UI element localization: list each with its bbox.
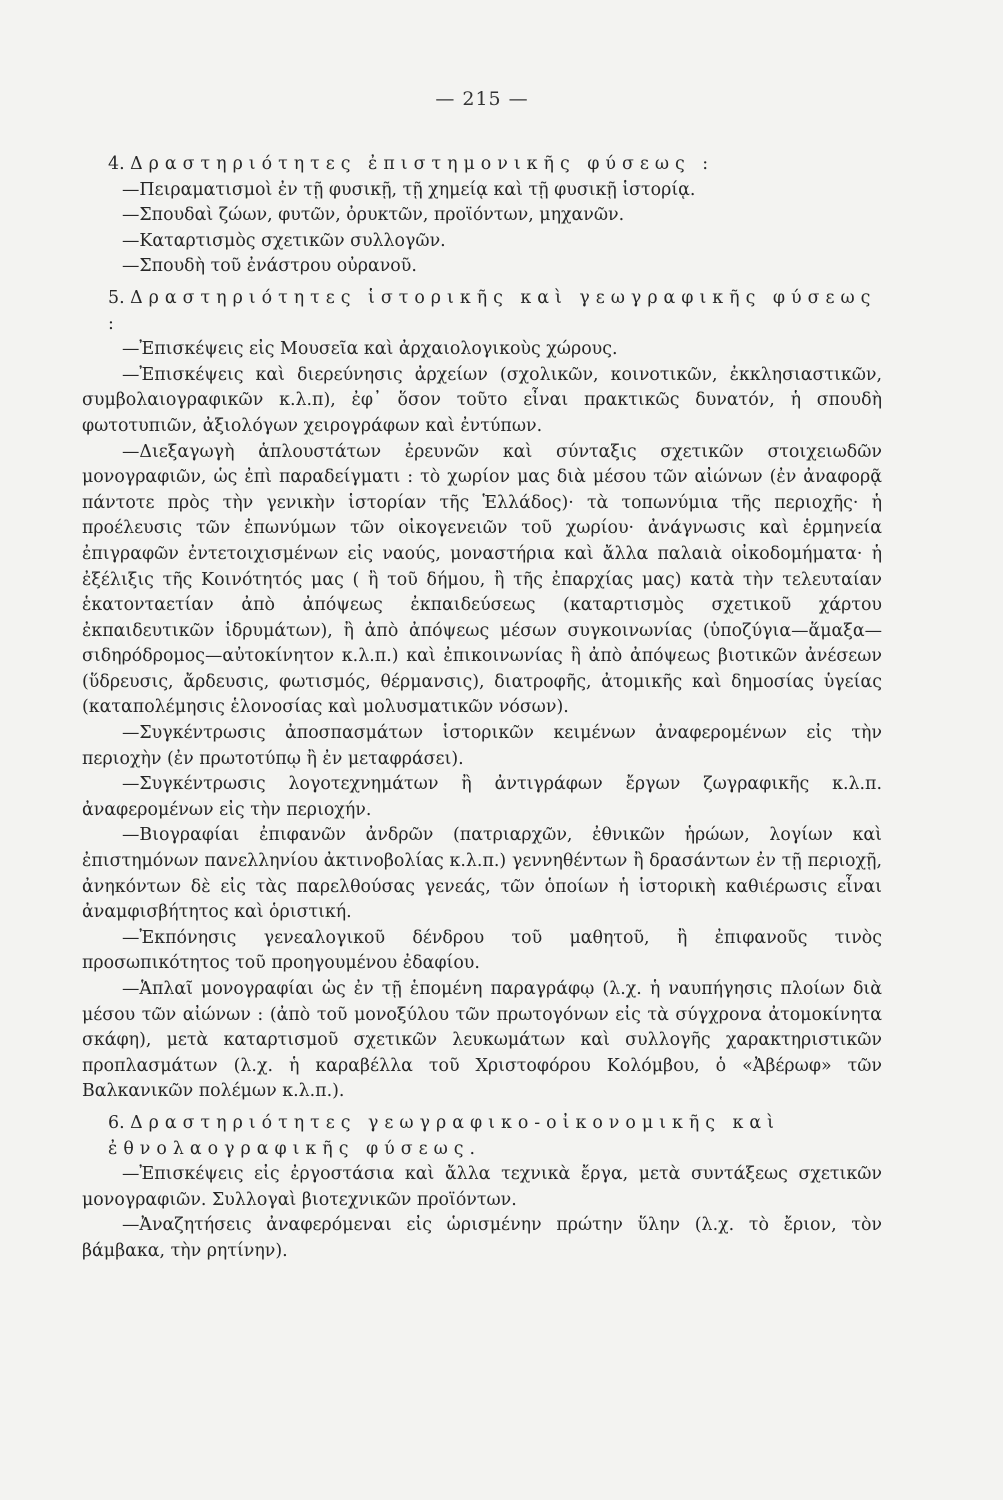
- list-item: —Ἐπισκέψεις εἰς ἐργοστάσια καὶ ἄλλα τεχνικὰ ἔργα, μετὰ συντάξεως σχετικῶν μονογραφιῶν. Συλλογαὶ βιοτεχνικῶν προϊόντων.: [82, 1164, 882, 1210]
- list-item: —Πειραματισμοὶ ἐν τῇ φυσικῇ, τῇ χημείᾳ καὶ τῇ φυσικῇ ἱστορίᾳ.: [122, 179, 696, 200]
- list-item: —Διεξαγωγὴ ἁπλουστάτων ἐρευνῶν καὶ σύνταξις σχετικῶν στοιχειωδῶν μονογραφιῶν, ὡς ἐπὶ παραδείγματι : τὸ χωρίον μας διὰ μέσου τῶν αἰώνων (ἐν ἀναφορᾷ πάντοτε πρὸς τὴν γενικὴν ἱστορίαν τῆς Ἑλλάδος)· τὰ τοπωνύμια τῆς περιοχῆς· ἡ προέλευσις τῶν ἐπωνύμων τῶν οἰκογενειῶν τοῦ χωρίου· ἀνάγνωσις καὶ ἑρμηνεία ἐπιγραφῶν ἐντετοιχισμένων εἰς ναούς, μοναστήρια καὶ ἄλλα παλαιὰ οἰκοδομήματα· ἡ ἐξέλιξις τῆς Κοινότητός μας ( ἢ τοῦ δήμου, ἢ τῆς ἐπαρχίας μας) κατὰ τὴν τελευταίαν ἑκατονταετίαν ἀπὸ ἀπόψεως ἐκπαιδεύσεως (καταρτισμὸς σχετικοῦ χάρτου ἐκπαιδευτικῶν ἱδρυμάτων), ἢ ἀπὸ ἀπόψεως μέσων συγκοινωνίας (ὑποζύγια—ἅμαξα—σιδηρόδρομος—αὐτοκίνητον κ.λ.π.) καὶ ἐπικοινωνίας ἢ ἀπὸ ἀπόψεως βιοτικῶν ἀνέσεων (ὕδρευσις, ἄρδευσις, φωτισμός, θέρμανσις), διατροφῆς, ἀτομικῆς καὶ δημοσίας ὑγείας (καταπολέμησις ἑλονοσίας καὶ μολυσματικῶν νόσων).: [82, 441, 882, 718]
- list-item: —Σπουδαὶ ζώων, φυτῶν, ὀρυκτῶν, προϊόντων, μηχανῶν.: [122, 205, 625, 226]
- list-item: —Βιογραφίαι ἐπιφανῶν ἀνδρῶν (πατριαρχῶν, ἐθνικῶν ἡρώων, λογίων καὶ ἐπιστημόνων πανελληνίου ἀκτινοβολίας κ.λ.π.) γεννηθέντων ἢ δρασάντων ἐν τῇ περιοχῇ, ἀνηκόντων δὲ εἰς τὰς παρελθούσας γενεάς, τῶν ὁποίων ἡ ἱστορικὴ καθιέρωσις εἶναι ἀναμφισβήτητος καὶ ὁριστική.: [82, 825, 882, 923]
- section-title: Δραστηριότητες γεωγραφικο-οἰκονομικῆς καὶ ἐθνολαογραφικῆς φύσεως.: [108, 1112, 780, 1159]
- list-item: —Ἀναζητήσεις ἀναφερόμεναι εἰς ὡρισμένην πρώτην ὕλην (λ.χ. τὸ ἔριον, τὸν βάμβακα, τὴν ρητίνην).: [82, 1215, 882, 1261]
- list-item: —Ἁπλαῖ μονογραφίαι ὡς ἐν τῇ ἑπομένη παραγράφῳ (λ.χ. ἡ ναυπήγησις πλοίων διὰ μέσου τῶν αἰώνων : (ἀπὸ τοῦ μονοξύλου τῶν πρωτογόνων εἰς τὰ σύγχρονα ἀτομοκίνητα σκάφη), μετὰ καταρτισμοῦ σχετικῶν λευκωμάτων καὶ συλλογῆς χαρακτηριστικῶν προπλασμάτων (λ.χ. ἡ καραβέλλα τοῦ Χριστοφόρου Κολόμβου, ὁ «Ἀβέρωφ» τῶν Βαλκανικῶν πολέμων κ.λ.π.).: [82, 979, 882, 1102]
- list-item: —Καταρτισμὸς σχετικῶν συλλογῶν.: [122, 230, 446, 251]
- section-number: 5.: [108, 287, 125, 308]
- section-number: 6.: [108, 1112, 125, 1133]
- list-item: —Ἐπισκέψεις καὶ διερεύνησις ἀρχείων (σχολικῶν, κοινοτικῶν, ἐκκλησιαστικῶν, συμβολαιογραφικῶν κ.λ.π), ἐφ᾽ ὅσον τοῦτο εἶναι πρακτικῶς δυνατόν, ἡ σπουδὴ φωτοτυπιῶν, ἀξιολόγων χειρογράφων καὶ ἐντύπων.: [82, 364, 882, 436]
- list-item: —Ἐπισκέψεις εἰς Μουσεῖα καὶ ἀρχαιολογικοὺς χώρους.: [122, 339, 618, 360]
- section-heading-6: [82, 1111, 882, 1162]
- list-item: —Συγκέντρωσις ἀποσπασμάτων ἱστορικῶν κειμένων ἀναφερομένων εἰς τὴν περιοχὴν (ἐν πρωτοτύπῳ ἢ ἐν μεταφράσει).: [82, 723, 882, 769]
- page-number: — 215 —: [435, 88, 529, 110]
- document-page: [82, 88, 882, 1468]
- section-heading-5: [82, 286, 882, 337]
- section-title: Δραστηριότητες ἐπιστημονικῆς φύσεως :: [130, 154, 715, 174]
- section-heading-4: [82, 152, 882, 178]
- section-number: 4.: [108, 154, 125, 174]
- list-item: —Ἐκπόνησις γενεαλογικοῦ δένδρου τοῦ μαθητοῦ, ἢ ἐπιφανοῦς τινὸς προσωπικότητος τοῦ προηγουμένου ἐδαφίου.: [82, 927, 882, 974]
- document-body: [82, 152, 882, 1265]
- list-item: —Συγκέντρωσις λογοτεχνημάτων ἢ ἀντιγράφων ἔργων ζωγραφικῆς κ.λ.π. ἀναφερομένων εἰς τὴν περιοχήν.: [82, 774, 882, 820]
- section-title: Δραστηριότητες ἱστορικῆς καὶ γεωγραφικῆς φύσεως :: [108, 287, 877, 334]
- list-item: —Σπουδὴ τοῦ ἐνάστρου οὐρανοῦ.: [122, 256, 417, 277]
